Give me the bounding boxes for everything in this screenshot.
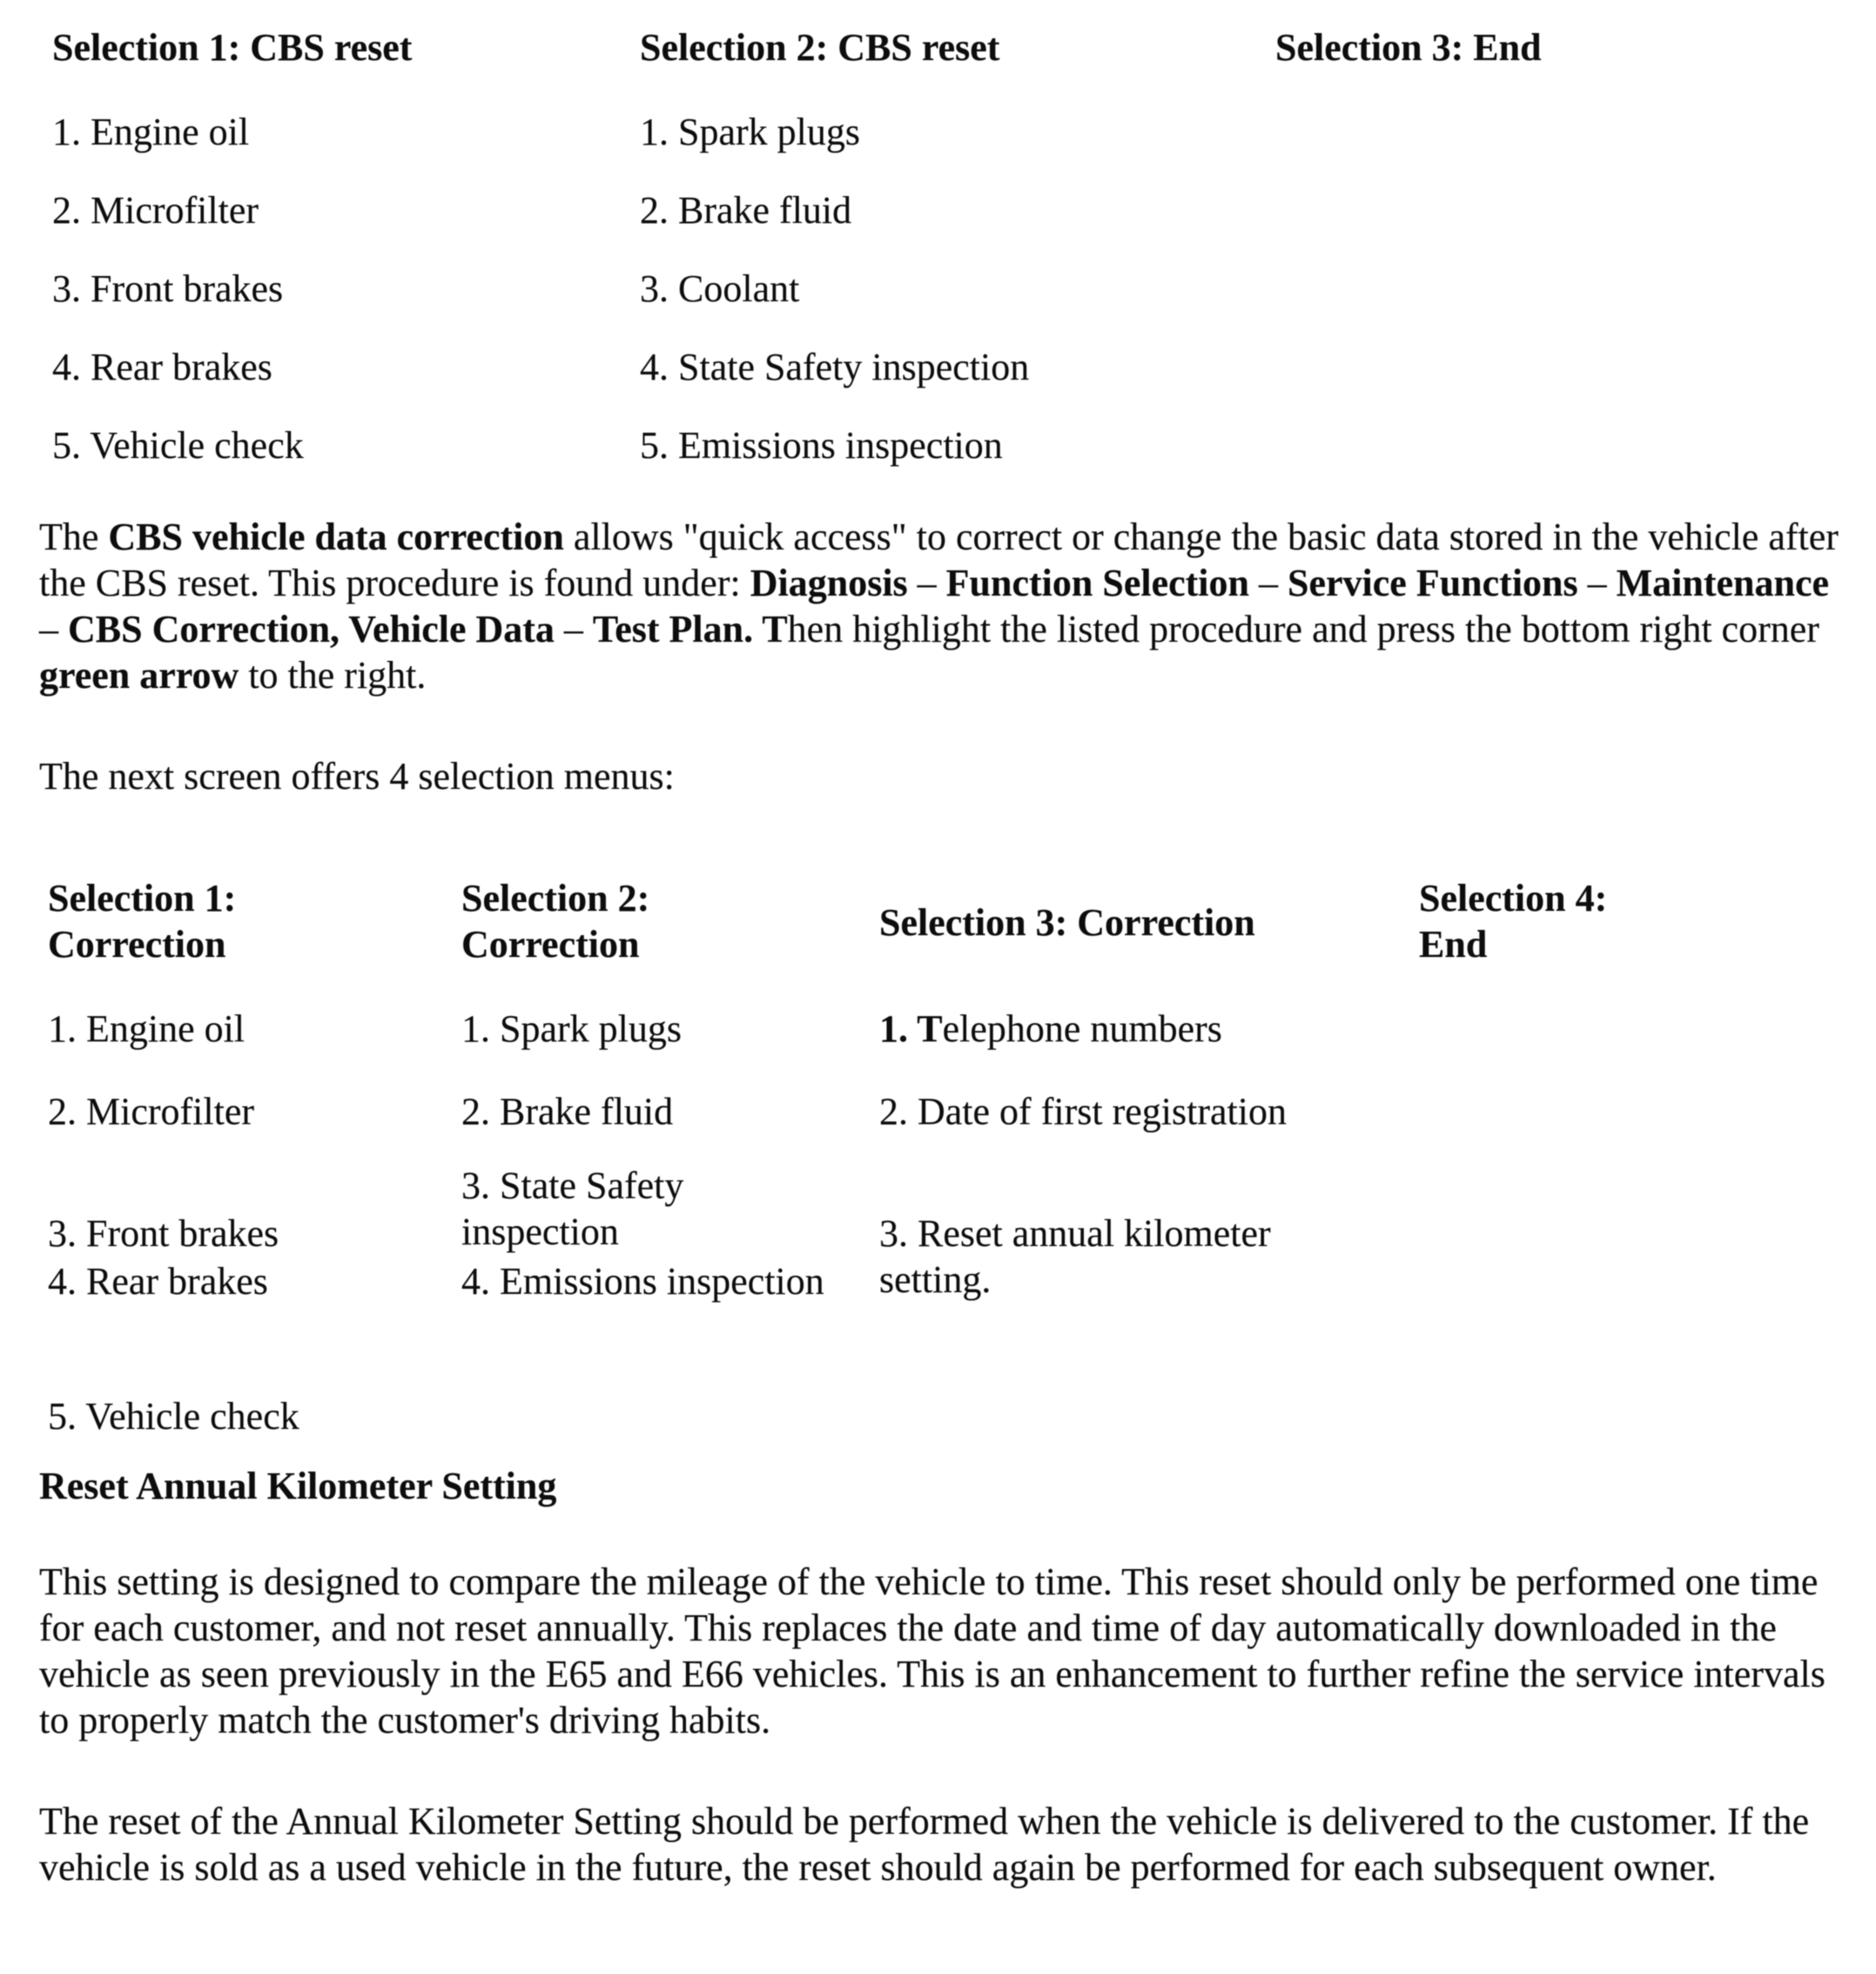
menu1-column-3 xyxy=(1275,24,1876,468)
paragraph-menus-intro: The next screen offers 4 selection menus: xyxy=(39,755,675,798)
menu-screen-2 xyxy=(48,875,1876,1439)
menu-item: 2. Brake fluid xyxy=(640,189,852,232)
menu-item: 3. Coolant xyxy=(640,267,800,310)
menu-item xyxy=(879,1088,1389,1135)
header-line: End xyxy=(1419,923,1488,966)
menu-item-text: 3. Reset annual kilometer setting. xyxy=(879,1212,1271,1301)
menu-item: 2. Brake fluid xyxy=(461,1090,674,1133)
menu-item-text: elephone numbers xyxy=(942,1007,1222,1050)
menu-item: 1. Engine oil xyxy=(48,1007,245,1050)
menu-item: 5. Vehicle check xyxy=(48,1395,299,1438)
scanned-document-page xyxy=(0,24,1876,1974)
menu2-column-1 xyxy=(48,875,461,1439)
menu-item: 4. Rear brakes xyxy=(48,1260,268,1303)
header-line: Selection 1: xyxy=(48,877,237,920)
paragraph-reset-when-performed: The reset of the Annual Kilometer Setting should be performed when the vehicle is delivered to the customer. If the vehicle is sold as a used vehicle in the future, the reset should again be performed for each subsequent owner. xyxy=(39,1800,1810,1889)
menu1-column-1 xyxy=(52,24,640,468)
menu-item xyxy=(879,1006,1389,1052)
menu-item: 4. Emissions inspection xyxy=(461,1260,824,1303)
menu2-column-4 xyxy=(1419,875,1876,1439)
menu1-col1-header: Selection 1: CBS reset xyxy=(52,26,413,69)
menu-item: 3. Front brakes xyxy=(52,267,284,310)
menu-item: 2. Microfilter xyxy=(52,189,259,232)
menu-item: 5. Vehicle check xyxy=(52,424,304,467)
menu1-col2-header: Selection 2: CBS reset xyxy=(640,26,1000,69)
header-line: Selection 2: xyxy=(461,877,650,920)
menu-item: 3. State Safety inspection xyxy=(461,1164,684,1253)
menu-item: 1. Spark plugs xyxy=(461,1007,682,1050)
menu2-col2-header xyxy=(461,875,849,967)
menu-item: 5. Emissions inspection xyxy=(640,424,1003,467)
menu-item: 4. Rear brakes xyxy=(52,346,272,388)
menu-item: 1. Engine oil xyxy=(52,111,250,153)
menu-item: 3. Front brakes xyxy=(48,1212,279,1255)
menu2-col3-header: Selection 3: Correction xyxy=(879,901,1255,944)
menu-item: 1. Spark plugs xyxy=(640,111,860,153)
menu-item: 4. State Safety inspection xyxy=(640,346,1030,388)
menu1-col3-header: Selection 3: End xyxy=(1275,26,1542,69)
menu1-column-2 xyxy=(640,24,1275,468)
menu-item-text: 2. Date of first registration xyxy=(879,1090,1287,1133)
header-line: Correction xyxy=(461,923,640,966)
header-line: Correction xyxy=(48,923,226,966)
menu2-column-2 xyxy=(461,875,879,1439)
section-heading-reset-annual-kilometer: Reset Annual Kilometer Setting xyxy=(39,1465,557,1507)
header-line: Selection 4: xyxy=(1419,877,1608,920)
menu-screen-1 xyxy=(52,24,1876,468)
menu-item xyxy=(879,1210,1389,1303)
paragraph-cbs-correction: The CBS vehicle data correction allows "quick access" to correct or change the basic data stored in the vehicle after the CBS reset. This procedure is found under: Diagnosis – Function Selection – Service Functions – Maintenance – CBS Correction, Vehicle Data – Test Plan. Then highlight the listed procedure and press the bottom right corner green arrow to the right. xyxy=(39,515,1839,697)
menu-item-bold-prefix: 1. T xyxy=(879,1007,943,1050)
menu2-col4-header xyxy=(1419,875,1846,967)
menu2-col1-header xyxy=(48,875,431,967)
menu2-column-3 xyxy=(879,875,1419,1439)
paragraph-reset-description: This setting is designed to compare the mileage of the vehicle to time. This reset should only be performed one time for each customer, and not reset annually. This replaces the date and time of day automatically downloaded in the vehicle as seen previously in the E65 and E66 vehicles. This is an enhancement to further refine the service intervals to properly match the customer's driving habits. xyxy=(39,1560,1826,1742)
menu-item: 2. Microfilter xyxy=(48,1090,255,1133)
